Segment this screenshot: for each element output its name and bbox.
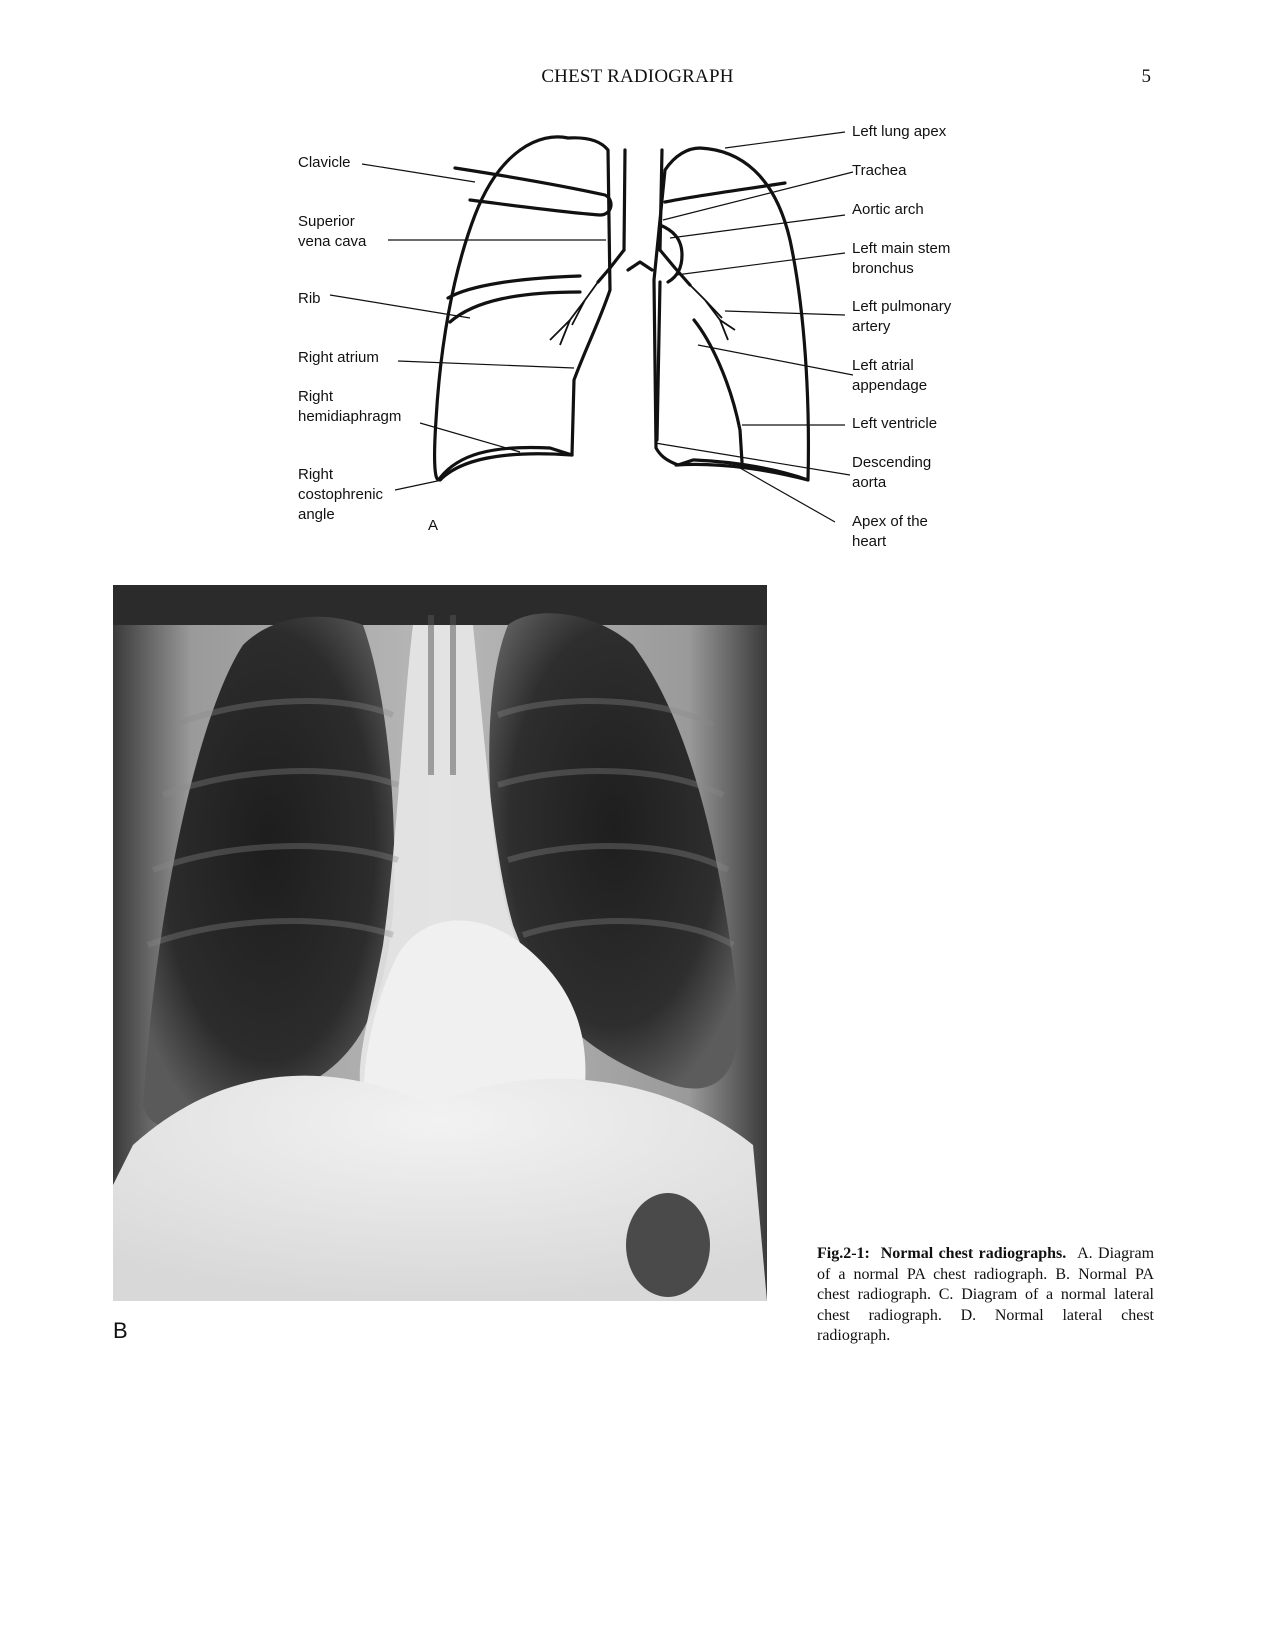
leader-clavicle <box>362 164 475 182</box>
leader-lung-apex <box>725 132 845 148</box>
label-apex-line1: Apex of the <box>852 513 928 530</box>
label-aorta-line1: Descending <box>852 454 932 471</box>
label-hemidiaphragm-line1: Right <box>298 388 334 405</box>
page-header-title: CHEST RADIOGRAPH <box>541 66 734 87</box>
right-diaphragm-outline <box>440 454 572 480</box>
rib-outline <box>448 276 580 322</box>
label-aorta-line2: aorta <box>852 474 887 491</box>
label-aortic-arch: Aortic arch <box>852 201 924 218</box>
label-pulmonary-line1: Left pulmonary <box>852 298 952 315</box>
heart-outline <box>694 320 742 462</box>
label-left-ventricle: Left ventricle <box>852 415 938 432</box>
right-lung-outline <box>435 137 610 479</box>
label-right-atrium: Right atrium <box>298 349 379 366</box>
leader-aortic-arch <box>670 215 845 238</box>
descending-aorta-outline <box>657 282 660 440</box>
label-hemidiaphragm-line2: hemidiaphragm <box>298 408 402 425</box>
leader-pulmonary-artery <box>725 311 845 315</box>
label-svc-line2: vena cava <box>298 233 367 250</box>
label-svc-line1: Superior <box>298 213 355 230</box>
chest-diagram <box>0 0 1275 570</box>
panel-letter-b: B <box>113 1318 128 1343</box>
label-rib: Rib <box>298 290 321 307</box>
label-atrial-line2: appendage <box>852 377 928 394</box>
label-cp-angle-line1: Right <box>298 466 334 483</box>
page-number: 5 <box>1141 66 1151 87</box>
leader-right-atrium <box>398 361 574 368</box>
chest-xray-image <box>113 585 767 1301</box>
diagram-outline <box>435 137 809 480</box>
label-apex-line2: heart <box>852 533 887 550</box>
label-lung-apex: Left lung apex <box>852 123 947 140</box>
left-lung-outline <box>654 148 808 480</box>
caption-title: Normal chest radiographs. <box>880 1245 1067 1262</box>
left-clavicle-outline <box>665 183 785 202</box>
bronchi-outline <box>598 250 690 285</box>
label-cp-angle-line2: costophrenic <box>298 486 384 503</box>
xray-top-band <box>113 585 767 625</box>
label-bronchus-line2: bronchus <box>852 260 914 277</box>
leader-cp-angle <box>395 480 442 490</box>
label-atrial-line1: Left atrial <box>852 357 914 374</box>
label-bronchus-line1: Left main stem <box>852 240 951 257</box>
panel-letter-a: A <box>428 517 439 534</box>
caption-label: Fig.2-1: <box>817 1245 870 1262</box>
leader-bronchus <box>676 253 845 275</box>
label-clavicle: Clavicle <box>298 154 351 171</box>
label-pulmonary-line2: artery <box>852 318 891 335</box>
xray-gastric-bubble <box>626 1193 710 1297</box>
trachea-outline <box>624 150 662 250</box>
left-hilar-vessels <box>690 285 735 340</box>
label-trachea: Trachea <box>852 162 907 179</box>
label-cp-angle-line3: angle <box>298 506 335 523</box>
figure-caption <box>817 1244 1154 1347</box>
caption-body: A. Diagram of a normal PA chest radiograph. B. Normal PA chest radiograph. C. Diagram of a normal lateral chest radiograph. D. Normal lateral chest radiograph. <box>817 1245 1155 1344</box>
